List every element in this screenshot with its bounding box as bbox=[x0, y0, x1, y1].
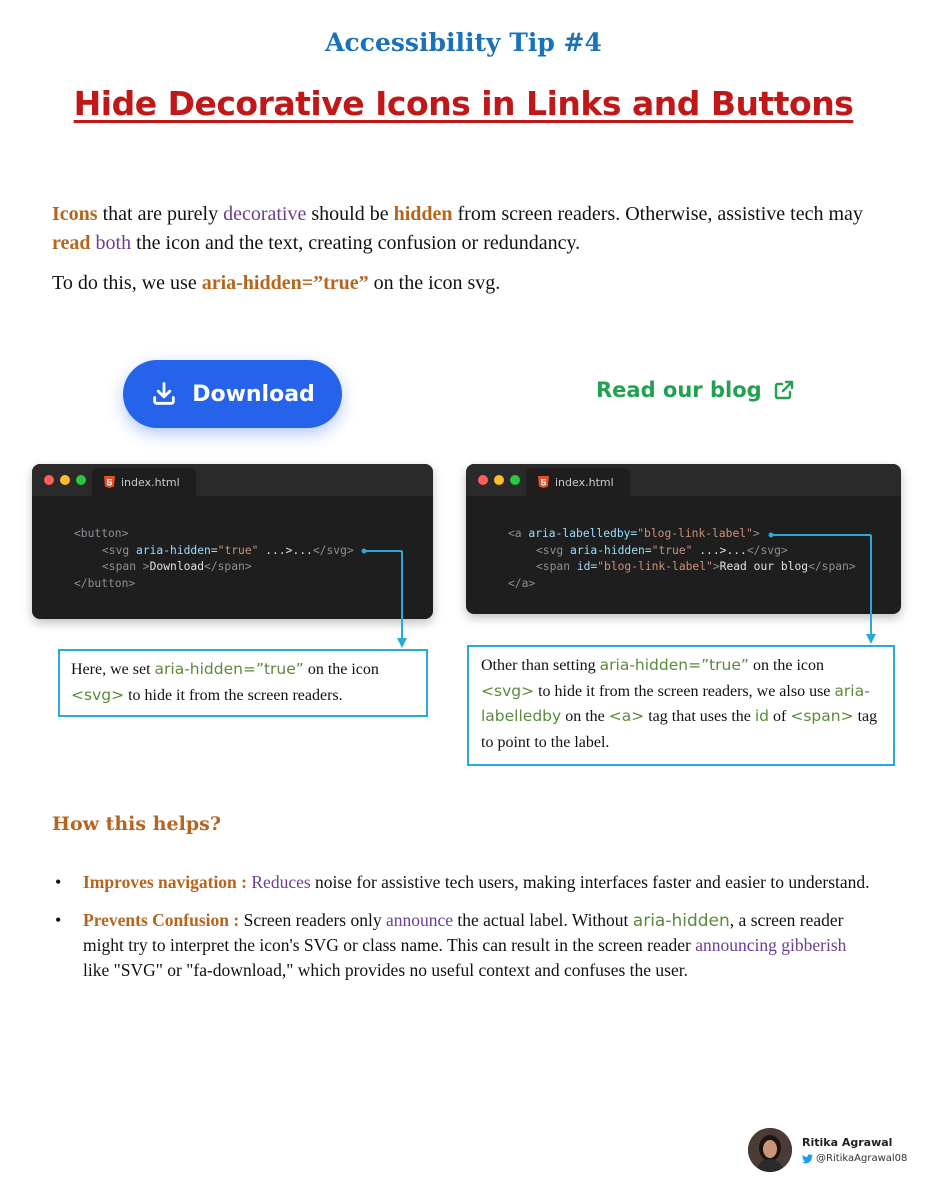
blog-link[interactable] bbox=[596, 378, 796, 402]
download-button[interactable] bbox=[123, 360, 342, 428]
close-dot bbox=[44, 475, 54, 485]
window-controls bbox=[466, 475, 526, 496]
author-name: Ritika Agrawal bbox=[802, 1136, 893, 1149]
list-item: • Improves navigation : Reduces noise for assistive tech users, making interfaces faster and easier to understand. bbox=[52, 870, 872, 895]
code-line: <span id="blog-link-label">Read our blog</span> bbox=[536, 560, 856, 573]
intro-paragraph-2: To do this, we use aria-hidden=”true” on the icon svg. bbox=[52, 272, 501, 294]
external-link-icon bbox=[772, 378, 796, 402]
code-line: <span >Download</span> bbox=[102, 560, 252, 573]
author-badge bbox=[748, 1128, 907, 1172]
html5-icon bbox=[104, 476, 115, 488]
callout-button-explanation: Here, we set aria-hidden=”true” on the icon <svg> to hide it from the screen readers. bbox=[58, 649, 428, 717]
avatar bbox=[748, 1128, 792, 1172]
editor-tab bbox=[526, 468, 630, 496]
arrowhead-right bbox=[866, 634, 876, 644]
maximize-dot bbox=[76, 475, 86, 485]
benefits-list bbox=[52, 870, 872, 995]
editor-tab bbox=[92, 468, 196, 496]
blog-link-label: Read our blog bbox=[596, 378, 762, 402]
code-line: <a aria-labelledby="blog-link-label"> bbox=[508, 527, 760, 540]
author-info bbox=[802, 1136, 907, 1164]
code-line: <svg aria-hidden="true" ...>...</svg> bbox=[102, 543, 354, 557]
author-handle[interactable]: @RitikaAgrawal08 bbox=[802, 1153, 907, 1164]
html5-icon bbox=[538, 476, 549, 488]
intro-text bbox=[52, 200, 892, 298]
code-editor-link bbox=[466, 464, 901, 614]
code-block bbox=[32, 496, 433, 592]
editor-tab-label: index.html bbox=[121, 475, 180, 489]
editor-titlebar bbox=[466, 464, 901, 496]
callout-link-explanation: Other than setting aria-hidden=”true” on the icon <svg> to hide it from the screen readers, we also use aria-labelledby on the <a> tag that uses the id of <span> tag to point to the label. bbox=[467, 645, 895, 766]
arrowhead-left bbox=[397, 638, 407, 648]
list-item: • Prevents Confusion : Screen readers only announce the actual label. Without aria-hidden, a screen reader might try to interpret the icon's SVG or class name. This can result in the screen reader announcing gibberish like "SVG" or "fa-download," which provides no useful context and confuses the user. bbox=[52, 908, 872, 983]
code-line: </a> bbox=[508, 576, 536, 590]
code-line: <button> bbox=[74, 527, 129, 540]
window-controls bbox=[32, 475, 92, 496]
code-line: <svg aria-hidden="true" ...>...</svg> bbox=[536, 543, 788, 557]
close-dot bbox=[478, 475, 488, 485]
editor-titlebar bbox=[32, 464, 433, 496]
maximize-dot bbox=[510, 475, 520, 485]
code-editor-button bbox=[32, 464, 433, 619]
page-title: Hide Decorative Icons in Links and Buttons bbox=[73, 84, 854, 123]
tip-number: Accessibility Tip #4 bbox=[325, 28, 602, 57]
section-heading: How this helps? bbox=[52, 813, 221, 835]
download-button-label: Download bbox=[192, 381, 315, 407]
editor-tab-label: index.html bbox=[555, 475, 614, 489]
twitter-bird-icon bbox=[802, 1154, 813, 1164]
code-line: </button> bbox=[74, 576, 136, 590]
minimize-dot bbox=[494, 475, 504, 485]
code-block bbox=[466, 496, 901, 592]
minimize-dot bbox=[60, 475, 70, 485]
download-icon bbox=[150, 380, 178, 408]
intro-paragraph-1: Icons that are purely decorative should be hidden from screen readers. Otherwise, assistive tech may read both the icon and the text, creating confusion or redundancy. bbox=[52, 203, 863, 254]
